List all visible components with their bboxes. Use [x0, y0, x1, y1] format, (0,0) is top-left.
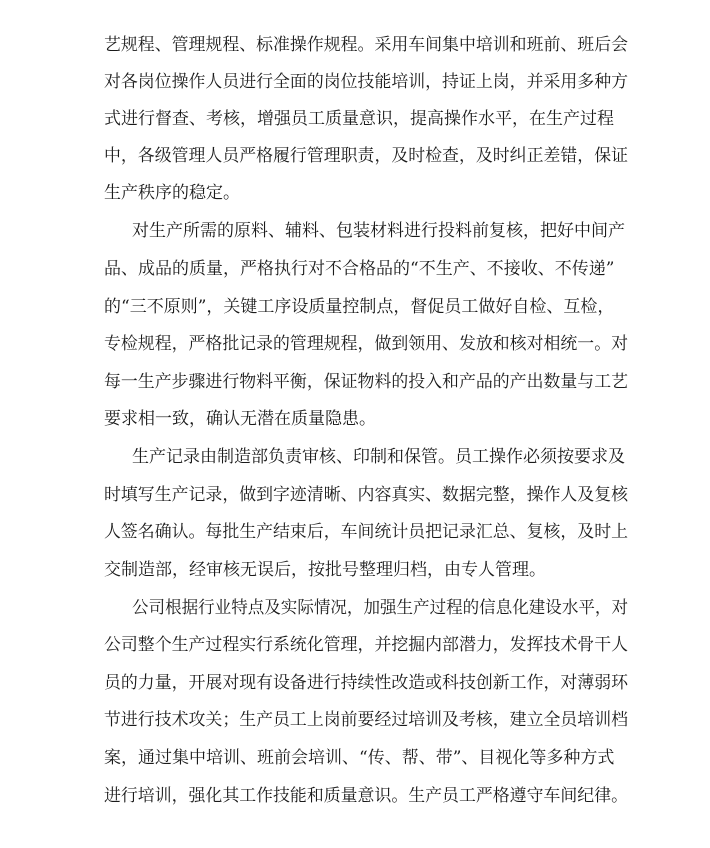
- text-line: 员的力量，开展对现有设备进行持续性改造或科技创新工作，对薄弱环: [104, 673, 628, 693]
- text-line: 节进行技术攻关；生产员工上岗前要经过培训及考核，建立全员培训档: [104, 710, 628, 730]
- paragraph-first-line: 生产记录由制造部负责审核、印制和保管。员工操作必须按要求及: [132, 447, 625, 467]
- text-line: 每一生产步骤进行物料平衡，保证物料的投入和产品的产出数量与工艺: [104, 372, 628, 392]
- paragraph-first-line: 公司根据行业特点及实际情况，加强生产过程的信息化建设水平，对: [132, 598, 628, 618]
- paragraph-first-line: 对生产所需的原料、辅料、包装材料进行投料前复核，把好中间产: [132, 221, 625, 241]
- text-line: 人签名确认。每批生产结束后，车间统计员把记录汇总、复核，及时上: [104, 522, 628, 542]
- text-line: 交制造部，经审核无误后，按批号整理归档，由专人管理。: [104, 560, 546, 580]
- text-line: 式进行督查、考核，增强员工质量意识，提高操作水平，在生产过程: [104, 109, 614, 129]
- text-line: 时填写生产记录，做到字迹清晰、内容真实、数据完整，操作人及复核: [104, 485, 628, 505]
- text-line: 中，各级管理人员严格履行管理职责，及时检查，及时纠正差错，保证: [104, 146, 628, 166]
- text-line: 专检规程，严格批记录的管理规程，做到领用、发放和核对相统一。对: [104, 334, 628, 354]
- text-line: 要求相一致，确认无潜在质量隐患。: [104, 409, 376, 429]
- text-line: 艺规程、管理规程、标准操作规程。采用车间集中培训和班前、班后会: [104, 35, 628, 55]
- text-line: 品、成品的质量，严格执行对不合格品的“不生产、不接收、不传递”: [104, 259, 615, 279]
- text-line: 进行培训，强化其工作技能和质量意识。生产员工严格遵守车间纪律。: [104, 786, 628, 806]
- text-line: 的“三不原则”，关键工序设质量控制点，督促员工做好自检、互检，: [104, 297, 615, 317]
- text-line: 生产秩序的稳定。: [104, 183, 240, 203]
- text-line: 对各岗位操作人员进行全面的岗位技能培训，持证上岗，并采用多种方: [104, 72, 628, 92]
- text-line: 公司整个生产过程实行系统化管理，并挖掘内部潜力，发挥技术骨干人: [104, 635, 628, 655]
- text-line: 案，通过集中培训、班前会培训、“传、帮、带”、目视化等多种方式: [104, 748, 615, 768]
